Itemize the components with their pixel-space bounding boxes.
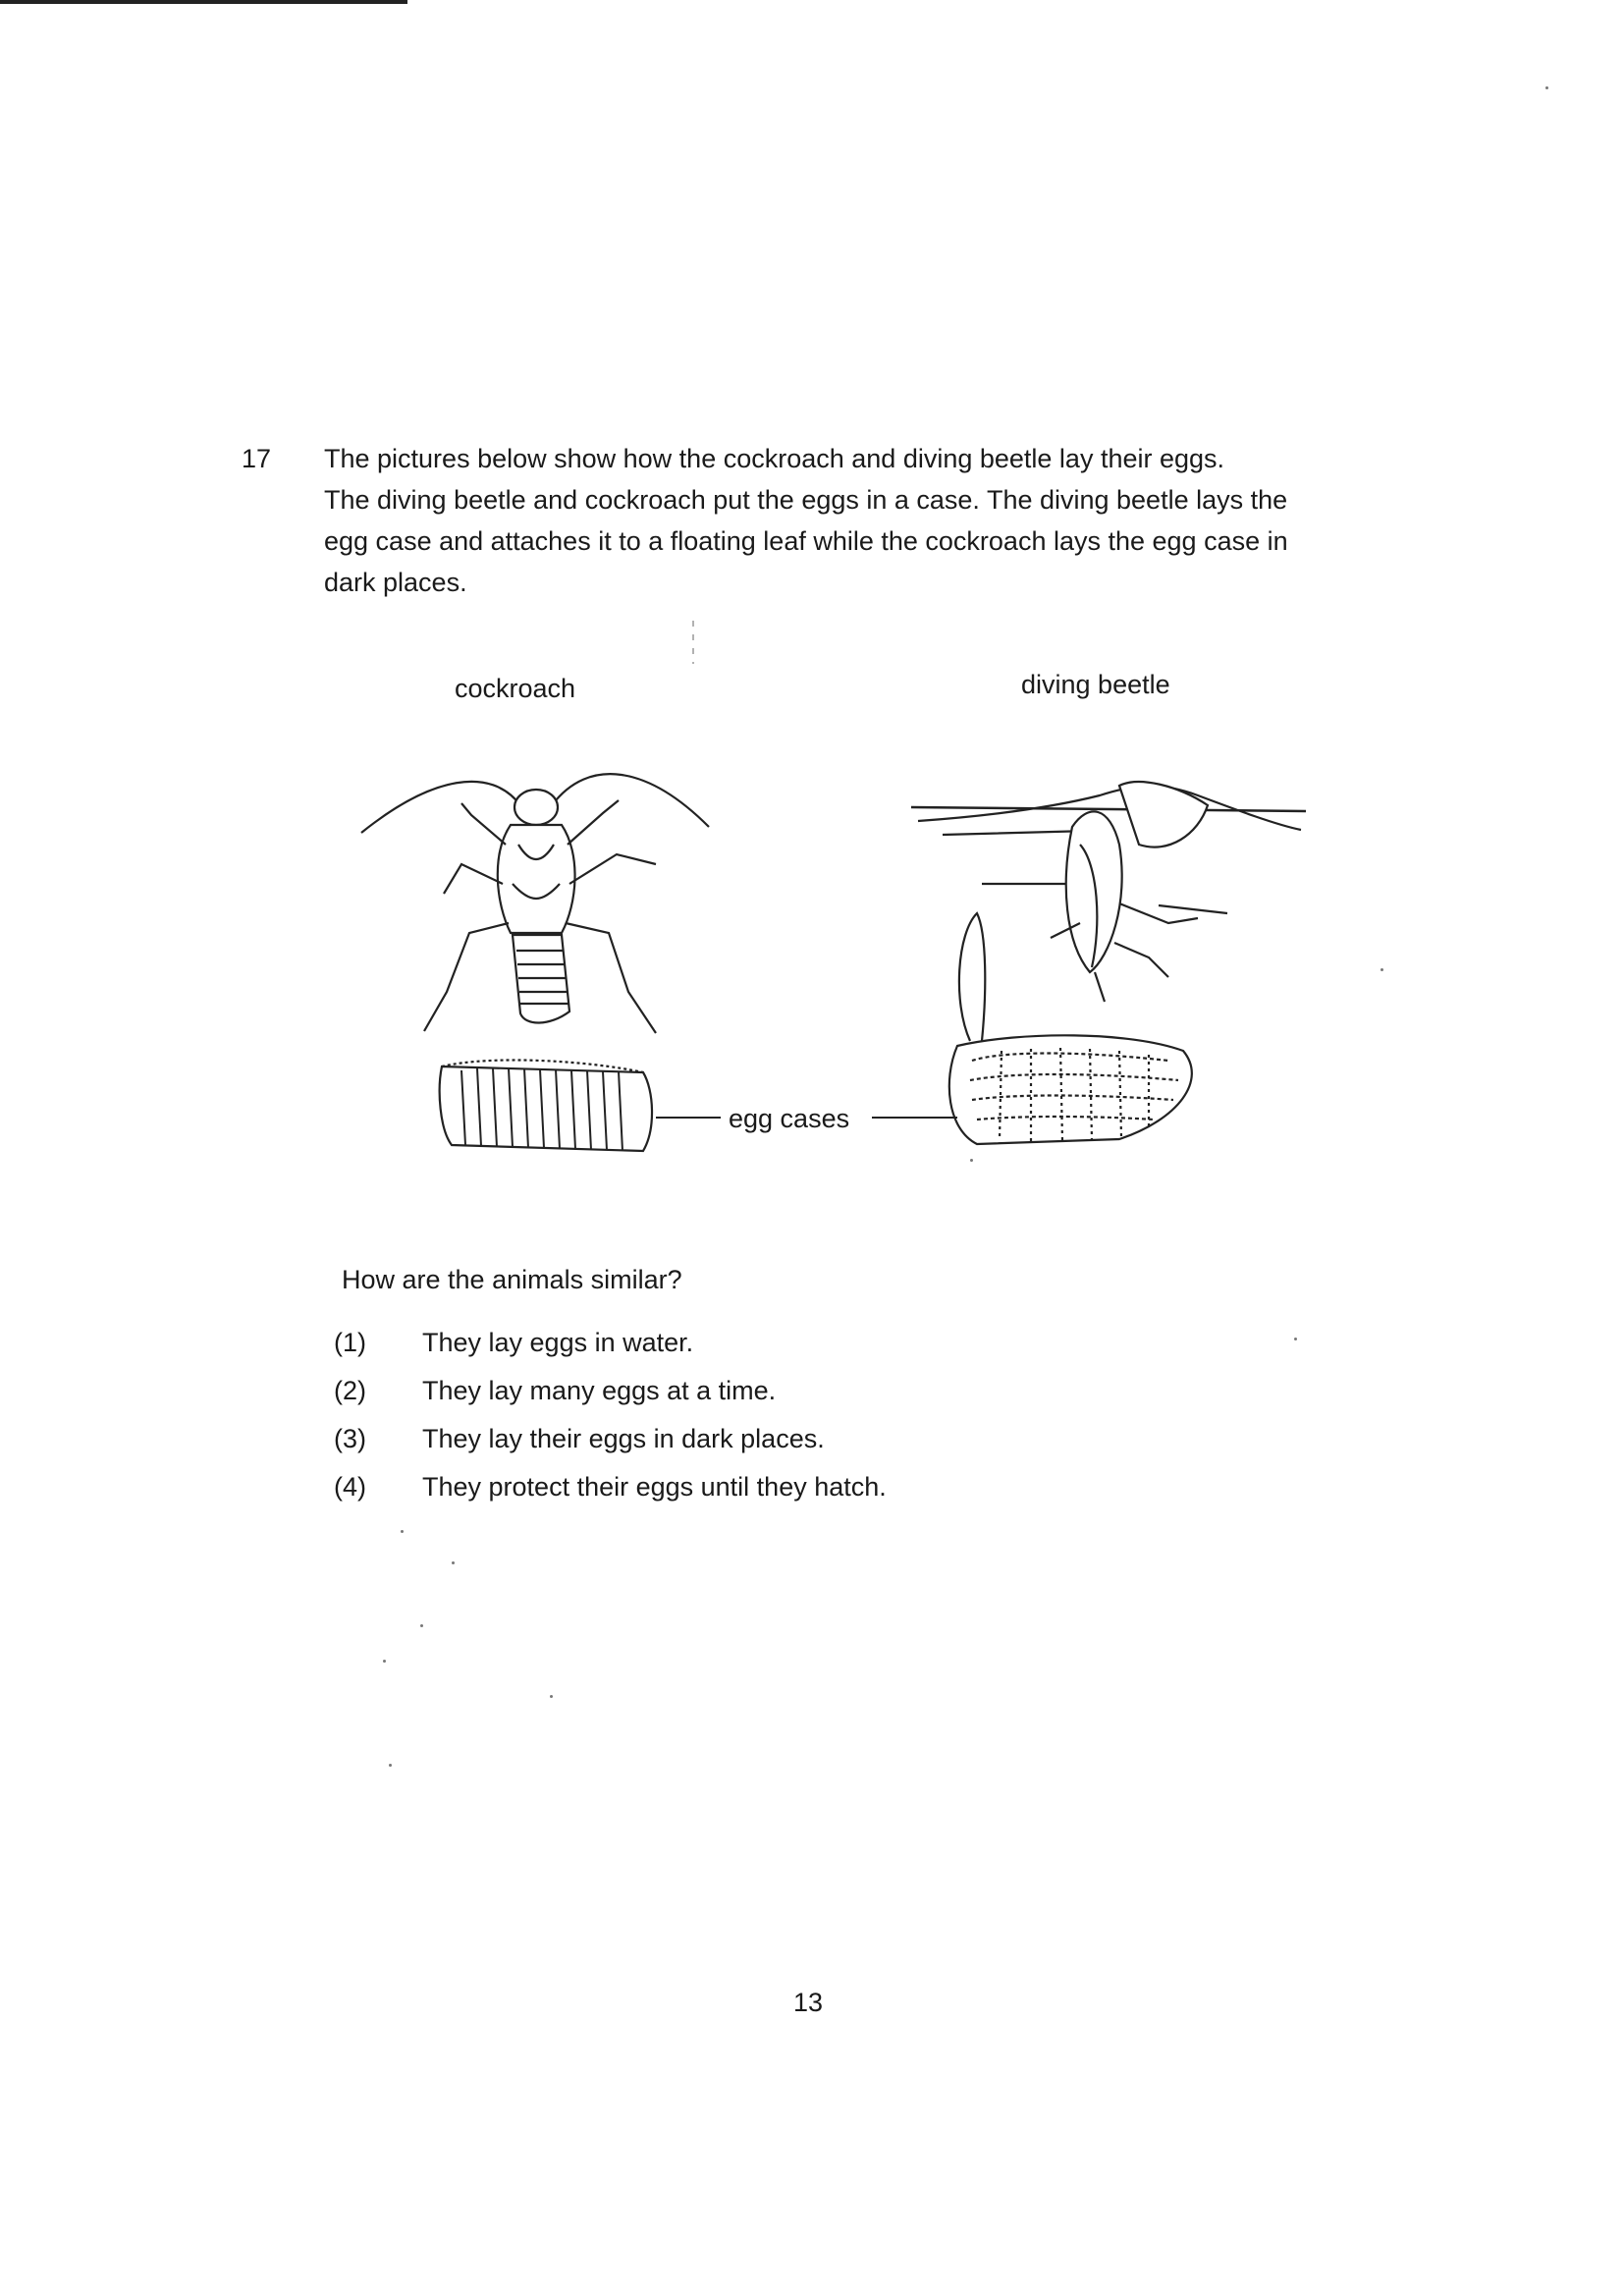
scan-speck bbox=[550, 1695, 553, 1698]
page-number: 13 bbox=[793, 1988, 824, 2017]
diving-beetle-egg-case bbox=[949, 1035, 1192, 1144]
stem-line: The pictures below show how the cockroach and diving beetle lay their eggs. bbox=[324, 444, 1225, 473]
diving-beetle-label: diving beetle bbox=[1021, 670, 1170, 699]
stem-line: The diving beetle and cockroach put the eggs in a case. The diving beetle lays the bbox=[324, 485, 1288, 515]
leg bbox=[566, 923, 656, 1033]
option-text: They lay eggs in water. bbox=[422, 1328, 694, 1357]
egg-case-stalk bbox=[959, 913, 985, 1041]
stem-line: dark places. bbox=[324, 568, 467, 597]
cockroach-label: cockroach bbox=[455, 674, 576, 703]
leg bbox=[461, 803, 506, 845]
beetle-body bbox=[1066, 811, 1122, 972]
option-number: (4) bbox=[334, 1472, 366, 1502]
leg bbox=[1114, 943, 1168, 977]
option-text: They protect their eggs until they hatch. bbox=[422, 1472, 887, 1502]
cockroach-egg-case bbox=[440, 1060, 652, 1151]
antenna bbox=[361, 782, 520, 833]
scan-speck bbox=[401, 1530, 404, 1533]
antenna bbox=[552, 774, 709, 827]
cockroach-illustration bbox=[361, 774, 709, 1033]
scan-speck bbox=[1380, 968, 1383, 971]
water-line bbox=[911, 807, 1306, 811]
question-number: 17 bbox=[242, 444, 272, 473]
scan-speck bbox=[420, 1624, 423, 1627]
scan-speck bbox=[970, 1159, 973, 1162]
scan-speck bbox=[389, 1764, 392, 1767]
option-number: (3) bbox=[334, 1424, 366, 1453]
option-text: They lay their eggs in dark places. bbox=[422, 1424, 825, 1453]
egg-cases-label: egg cases bbox=[729, 1104, 850, 1133]
scan-speck bbox=[1294, 1338, 1297, 1340]
cockroach-head bbox=[514, 790, 558, 825]
cockroach-thorax bbox=[498, 825, 575, 933]
leg bbox=[424, 923, 509, 1031]
leg bbox=[568, 800, 619, 845]
question-prompt: How are the animals similar? bbox=[342, 1265, 682, 1294]
option-number: (2) bbox=[334, 1376, 366, 1405]
diving-beetle-illustration bbox=[911, 782, 1306, 1041]
scan-speck bbox=[383, 1660, 386, 1663]
stem-line: egg case and attaches it to a floating leaf while the cockroach lays the egg case in bbox=[324, 526, 1288, 556]
beetle-head-leaf bbox=[1119, 782, 1208, 847]
option-text: They lay many eggs at a time. bbox=[422, 1376, 777, 1405]
option-number: (1) bbox=[334, 1328, 366, 1357]
leg bbox=[444, 864, 503, 894]
scan-speck bbox=[452, 1561, 455, 1564]
leg bbox=[569, 854, 656, 884]
scan-speck bbox=[1545, 86, 1548, 89]
leg bbox=[1095, 972, 1105, 1002]
